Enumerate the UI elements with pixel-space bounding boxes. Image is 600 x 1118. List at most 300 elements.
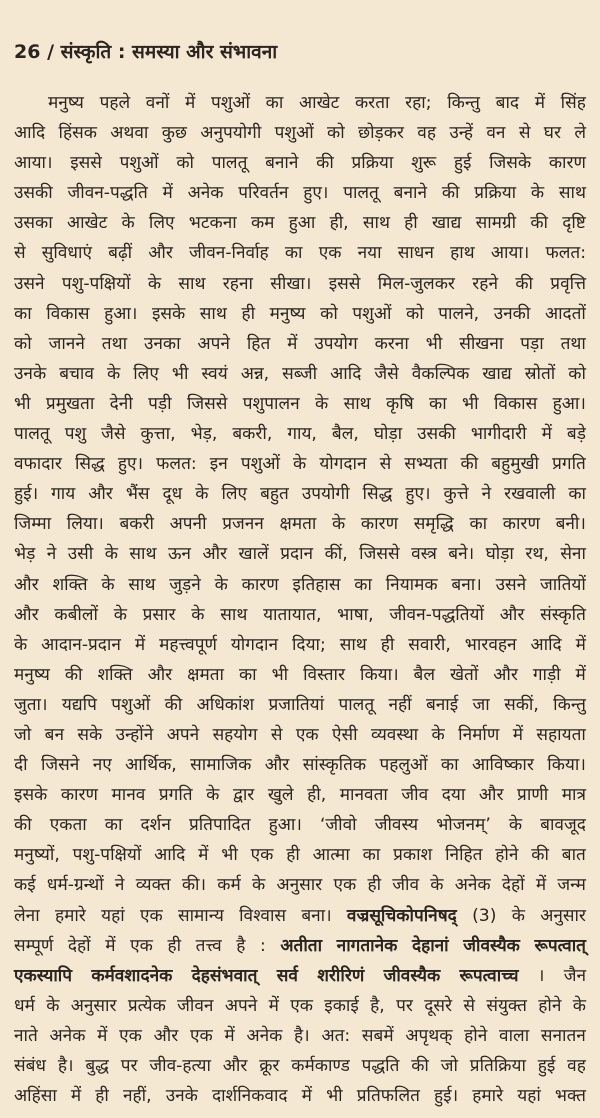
word: इसके (14, 785, 48, 806)
word: निहित (445, 845, 483, 866)
word: के (293, 454, 307, 475)
word: आया। (490, 243, 530, 264)
word: आखेट (66, 213, 108, 234)
word: प्रक्रिया (474, 183, 517, 204)
word: एक (318, 243, 342, 264)
word: के (46, 995, 60, 1016)
word: देहों (501, 875, 525, 896)
word: के (206, 785, 220, 806)
word: एक (250, 845, 274, 866)
word: के (147, 273, 162, 294)
word: सकीं, (504, 694, 539, 715)
word: ने (46, 544, 57, 565)
word: धर्म-ग्रन्थों (46, 875, 104, 896)
bold-word: देहसंभवात् (191, 965, 258, 986)
word: जीव (401, 785, 429, 806)
word: खुले (267, 785, 294, 806)
word: इतिहास (292, 574, 341, 595)
word: महत्त्वपूर्ण (159, 634, 217, 655)
word: ही (241, 303, 256, 324)
word: के (315, 393, 329, 414)
word: द्वार (232, 785, 255, 806)
word: वह (567, 1056, 586, 1076)
word: में (534, 93, 545, 113)
word: जीव (392, 875, 420, 896)
word: हुआ (288, 213, 316, 234)
bold-word: सर्व (276, 965, 298, 986)
word: दिया; (291, 634, 326, 655)
text-line (14, 88, 586, 118)
word: सहायता (536, 724, 586, 745)
word: ही (286, 845, 300, 866)
word: क्रूर (259, 1056, 280, 1076)
word: एक (119, 1025, 142, 1046)
word: परिवर्तन (238, 183, 289, 204)
word: करता (354, 93, 390, 113)
word: साथ (558, 183, 586, 204)
word: रहा; (405, 93, 432, 113)
word: तथा (560, 333, 586, 354)
word: शक्ति (52, 574, 88, 595)
word: कारण (241, 574, 279, 595)
word: वाला (499, 1025, 530, 1046)
word: बैल, (331, 424, 359, 445)
word: पहलुओं (379, 755, 428, 776)
word: सभ्यता (404, 454, 448, 475)
word: आदि (154, 845, 186, 866)
word: उपयोग (314, 333, 358, 354)
word: पालतू (338, 694, 375, 715)
word: : (260, 935, 266, 956)
word: सिद्ध (74, 454, 105, 475)
word: का (440, 755, 459, 776)
word: में (512, 724, 523, 745)
word: सामग्री (475, 213, 517, 234)
text-line (14, 449, 586, 479)
word: कारण (60, 785, 98, 806)
word: आविष्कार (471, 755, 534, 776)
word: जैसे (374, 363, 399, 384)
text-line (14, 359, 586, 389)
word: वनों (145, 93, 170, 113)
text-line (14, 1021, 586, 1051)
word: प्रतिपादित (188, 815, 251, 836)
word: भारवहन (464, 634, 517, 655)
word: सीखा। (270, 273, 312, 294)
word: बनाई (425, 694, 459, 715)
word: पहले (99, 93, 131, 113)
word: उसका (14, 213, 53, 234)
word: दर्शन (140, 815, 171, 836)
word: साथ (220, 604, 248, 625)
text-line (14, 840, 586, 870)
word: यातायात, (263, 604, 322, 625)
word: स्रोतों (524, 363, 556, 384)
word: मानव (111, 785, 146, 806)
word: आदि (530, 634, 562, 655)
word: ही (167, 935, 182, 956)
word: धर्म (14, 995, 35, 1016)
word: का (362, 845, 381, 866)
text-line (14, 630, 586, 660)
word: होने (495, 845, 519, 866)
word: सवारी, (408, 634, 451, 655)
word: दी (14, 755, 28, 776)
word: का (429, 393, 447, 414)
word: एकता (49, 815, 87, 836)
word: प्रतिफलित (356, 1086, 420, 1107)
word: बकरी, (232, 424, 273, 445)
text-line (14, 178, 586, 208)
word: प्रमुखता (45, 393, 95, 414)
word: अपने (197, 333, 230, 354)
word: बैल (413, 664, 436, 685)
word: हित (246, 333, 271, 354)
word: किया। (547, 755, 586, 776)
word: से (379, 454, 392, 475)
word: हमारे (54, 905, 86, 926)
word: जन्म (557, 875, 586, 896)
bold-word: एकस्यापि (14, 965, 73, 986)
word: पशु (64, 424, 87, 445)
text-line (14, 389, 586, 419)
word: अनेक (454, 875, 491, 896)
text-line (14, 208, 586, 238)
word: वन (486, 123, 506, 144)
word: साधन (397, 243, 434, 264)
word: लिए (133, 363, 159, 384)
word: लिए (221, 484, 248, 505)
word: पालतू (14, 424, 50, 445)
word: यहां (101, 905, 125, 926)
word: तथा (101, 333, 128, 354)
word: उन्हें (449, 123, 474, 144)
word: प्रजनन (222, 514, 264, 535)
word: है (236, 935, 246, 956)
word: में (134, 634, 146, 655)
word: प्रगति (158, 785, 193, 806)
word: में (97, 1025, 108, 1046)
word: क्षमता (279, 514, 317, 535)
word: योगदान (230, 634, 279, 655)
word: बावजूद (540, 815, 586, 836)
word: कारण (502, 514, 540, 535)
word: में (287, 333, 298, 354)
word: साथ (199, 303, 227, 324)
bold-word: शरीरिणं (317, 965, 365, 986)
text-line (14, 901, 586, 931)
word: विकास (493, 393, 538, 414)
word: व्यक्त (135, 875, 171, 896)
text-line (14, 810, 586, 840)
word: घोड़ा (373, 424, 403, 445)
word: यहां (517, 1086, 541, 1107)
word: पालने, (438, 303, 480, 324)
word: उसने (495, 574, 527, 595)
word: का (284, 243, 303, 264)
word: ‘जीवो (319, 815, 357, 836)
word: अहिंसा (14, 1086, 57, 1107)
word: ऐसी (331, 724, 358, 745)
word: की (515, 273, 533, 294)
word: एक (130, 935, 153, 956)
word: व्यवस्था (370, 724, 419, 745)
word: और (14, 574, 39, 595)
word: ऊन (167, 544, 191, 565)
word: इन (209, 454, 228, 475)
word: अनेक (187, 183, 224, 204)
word: सबमें (361, 1025, 394, 1046)
bold-word: रूपत्वात् (534, 935, 586, 956)
word: की (164, 694, 183, 715)
word: लेना (14, 905, 40, 926)
word: वैकल्पिक (411, 363, 470, 384)
word: किया। (360, 664, 399, 685)
word: के (113, 604, 127, 625)
word: हुए। (405, 484, 431, 505)
word: जीव-हत्या (149, 1056, 211, 1076)
word: नहीं, (122, 1086, 152, 1107)
text-line (14, 329, 586, 359)
word: के (430, 875, 444, 896)
word: फलत: (545, 243, 586, 264)
word: अनेक (49, 1025, 86, 1046)
word: आया। (14, 153, 53, 174)
word: भी (462, 393, 479, 414)
word: बनाने (265, 153, 299, 174)
word: बड़े (566, 424, 586, 445)
word: का (104, 815, 123, 836)
word: साथ (178, 273, 206, 294)
word: में (105, 935, 116, 956)
word: पशुओं (119, 153, 159, 174)
text-line (14, 570, 586, 600)
text-line (14, 931, 586, 961)
word: में (575, 664, 586, 685)
word: इसके (151, 303, 186, 324)
word: पालतू (211, 153, 248, 174)
word: बना। (451, 574, 482, 595)
word: को (406, 303, 424, 324)
word: पशुओं (352, 303, 392, 324)
running-header (14, 38, 277, 64)
text-line (14, 961, 586, 991)
word: कुछ (161, 123, 187, 144)
word: बन (44, 724, 64, 745)
bold-word: रूपत्वाच्च (459, 965, 519, 986)
text-line (14, 238, 586, 268)
word: एक (189, 1025, 213, 1046)
word: सम्पूर्ण (14, 935, 54, 956)
bold-word: नागतानेक (336, 935, 398, 956)
word: बनाने (393, 183, 428, 204)
word: रहना (222, 273, 253, 294)
word: बहुमुखी (491, 454, 539, 475)
word: उसने (14, 273, 45, 294)
word: बहुत (260, 484, 289, 505)
word: हुआ। (104, 303, 138, 324)
word: सीखना (459, 333, 504, 354)
word: और (148, 243, 173, 264)
word: ने (481, 484, 492, 505)
word: नए (92, 755, 112, 776)
text-line (14, 1051, 586, 1081)
word: एक (295, 724, 319, 745)
page-body-text (14, 88, 586, 1111)
word: साथ (343, 393, 371, 414)
word: के (195, 484, 209, 505)
word: पशुओं (210, 93, 250, 113)
word: कबीलों (54, 604, 98, 625)
word: जुता। (14, 694, 48, 715)
word: प्रतिक्रिया (469, 1056, 526, 1076)
word: अपने (224, 995, 258, 1016)
word: नहीं (388, 694, 412, 715)
word: की (411, 1056, 429, 1076)
word: के (191, 604, 205, 625)
word: जातियों (539, 574, 586, 595)
word: भटकना (188, 213, 237, 234)
word: उन्होंने (115, 724, 154, 745)
word: उपयोगी (301, 484, 350, 505)
word: के (251, 875, 266, 896)
word: आदि (330, 363, 362, 384)
word: से (463, 995, 475, 1016)
word: को (14, 333, 32, 354)
word: गाय, (287, 424, 317, 445)
word: का (469, 514, 488, 535)
word: के (214, 574, 228, 595)
word: की (64, 664, 83, 685)
word: और (88, 484, 113, 505)
word: प्रत्येक (127, 995, 166, 1016)
word: संयुक्त (486, 995, 527, 1016)
word: उसी (67, 544, 94, 565)
word: है। (57, 1056, 74, 1076)
word: मनुष्य (14, 664, 50, 685)
word: के (511, 905, 525, 926)
text-line (14, 780, 586, 810)
text-line (14, 660, 586, 690)
word: का (568, 484, 586, 505)
word: उनके (14, 363, 47, 384)
word: के (106, 363, 121, 384)
word: विश्वास (239, 905, 287, 926)
text-line (14, 269, 586, 299)
word: अपने (166, 724, 200, 745)
word: उनका (143, 333, 181, 354)
word: बनी। (555, 514, 586, 535)
page-number: 26 (14, 41, 41, 63)
word: पशुपालन (242, 393, 300, 414)
word: की (441, 183, 460, 204)
word: जिसने (40, 755, 80, 776)
word: रखवाली (504, 484, 556, 505)
word: में (535, 875, 547, 896)
word: अत: (321, 1025, 351, 1046)
word: निर्माण (458, 724, 500, 745)
word: होने (538, 995, 562, 1016)
word: जिसके (489, 153, 532, 174)
word: खाद्य (432, 213, 462, 234)
word: होने (464, 1025, 488, 1046)
word: जीवन-पद्धतियों (389, 604, 484, 625)
word: योगदान (319, 454, 367, 475)
word: हुए। (117, 454, 144, 475)
word: जीवस्य (374, 815, 419, 836)
word: सेना (560, 544, 586, 565)
word: भी (14, 393, 31, 414)
word: किन्तु (447, 93, 480, 113)
word: कम (250, 213, 275, 234)
bold-word: अतीता (280, 935, 323, 956)
word: पशु-पक्षियों (61, 273, 131, 294)
word: को (327, 123, 345, 144)
word: खेतों (449, 664, 479, 685)
word: हुई (537, 1056, 556, 1076)
word: भैंस (125, 484, 150, 505)
word: और (202, 544, 228, 565)
word: जीवन (177, 995, 214, 1016)
text-line (14, 870, 586, 900)
word: सिंह (560, 93, 586, 113)
word: में (162, 183, 173, 204)
text-line (14, 299, 586, 329)
word: जुड़ने (169, 574, 201, 595)
word: कारण (548, 153, 586, 174)
word: ही, (329, 213, 349, 234)
word: भेड़, (190, 424, 218, 445)
word: विकास (46, 303, 90, 324)
word: हमारे (472, 1086, 504, 1107)
word: को (176, 153, 194, 174)
text-line (14, 148, 586, 178)
word: का (265, 93, 284, 113)
word: जो (440, 1056, 458, 1076)
word: इससे (328, 273, 361, 294)
word: समृद्धि (413, 514, 454, 535)
word: अनुसार (540, 905, 586, 926)
word: एक (139, 905, 163, 926)
word: दार्शनिकवाद (211, 1086, 288, 1107)
word: साथ (362, 213, 390, 234)
text-line (14, 419, 586, 449)
word: बाद (495, 93, 520, 113)
bold-word: जीवस्यैक (383, 965, 441, 986)
word: हुई। (434, 1086, 459, 1107)
word: के (530, 183, 545, 204)
text-line (14, 539, 586, 569)
bold-word: वज्रसूचिकोपनिषद् (346, 905, 457, 926)
word: बात (561, 845, 586, 866)
word: और (264, 755, 290, 776)
word: प्रदान (280, 544, 314, 565)
word: । (537, 965, 545, 986)
word: इससे (70, 153, 102, 174)
word: कृषि (386, 393, 414, 414)
word: प्रवृत्ति (550, 273, 586, 294)
word: में (185, 93, 196, 113)
word: पर (120, 1056, 138, 1076)
text-line (14, 720, 586, 750)
word: में (224, 1025, 235, 1046)
word: जिससे (186, 393, 228, 414)
word: पड़ा (520, 333, 544, 354)
word: सब्जी (282, 363, 318, 384)
word: की (316, 153, 334, 174)
word: अनुसार (276, 875, 323, 896)
word: मानवता (339, 785, 388, 806)
